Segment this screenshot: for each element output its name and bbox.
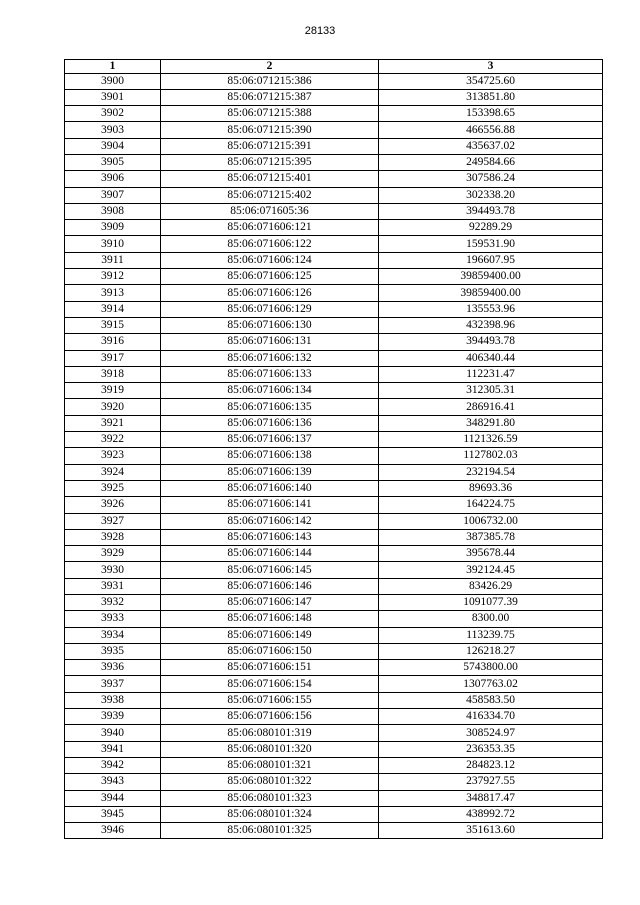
cadastral-value-cell: 5743800.00 xyxy=(379,660,603,676)
cadastral-number-cell: 85:06:071215:395 xyxy=(161,154,379,170)
row-number-cell: 3913 xyxy=(65,285,161,301)
table-row xyxy=(65,236,603,252)
cadastral-value-cell: 308524.97 xyxy=(379,725,603,741)
row-number-cell: 3914 xyxy=(65,301,161,317)
row-number-cell: 3938 xyxy=(65,692,161,708)
cadastral-value-cell: 126218.27 xyxy=(379,643,603,659)
cadastral-value-cell: 1006732.00 xyxy=(379,513,603,529)
page-number: 28133 xyxy=(304,25,336,37)
cadastral-number-cell: 85:06:071606:150 xyxy=(161,643,379,659)
row-number-cell: 3901 xyxy=(65,89,161,105)
table-row xyxy=(65,317,603,333)
table-row xyxy=(65,171,603,187)
row-number-cell: 3927 xyxy=(65,513,161,529)
cadastral-value-cell: 351613.60 xyxy=(379,823,603,839)
cadastral-value-cell: 1307763.02 xyxy=(379,676,603,692)
table-row xyxy=(65,529,603,545)
row-number-cell: 3907 xyxy=(65,187,161,203)
row-number-cell: 3921 xyxy=(65,415,161,431)
table-row xyxy=(65,823,603,839)
cadastral-number-cell: 85:06:071606:156 xyxy=(161,709,379,725)
table-row xyxy=(65,203,603,219)
cadastral-value-cell: 438992.72 xyxy=(379,806,603,822)
cadastral-number-cell: 85:06:071606:151 xyxy=(161,660,379,676)
cadastral-value-cell: 458583.50 xyxy=(379,692,603,708)
row-number-cell: 3941 xyxy=(65,741,161,757)
cadastral-number-cell: 85:06:071606:124 xyxy=(161,252,379,268)
table-row xyxy=(65,301,603,317)
table-row xyxy=(65,562,603,578)
column-header-number: 1 xyxy=(65,60,161,74)
row-number-cell: 3919 xyxy=(65,383,161,399)
row-number-cell: 3931 xyxy=(65,578,161,594)
cadastral-number-cell: 85:06:071215:391 xyxy=(161,138,379,154)
cadastral-value-cell: 135553.96 xyxy=(379,301,603,317)
cadastral-number-cell: 85:06:071606:121 xyxy=(161,220,379,236)
cadastral-number-cell: 85:06:071606:154 xyxy=(161,676,379,692)
cadastral-value-cell: 83426.29 xyxy=(379,578,603,594)
cadastral-number-cell: 85:06:071606:125 xyxy=(161,269,379,285)
table-row xyxy=(65,595,603,611)
cadastral-value-cell: 236353.35 xyxy=(379,741,603,757)
cadastral-value-cell: 348291.80 xyxy=(379,415,603,431)
table-row xyxy=(65,546,603,562)
cadastral-number-cell: 85:06:071606:139 xyxy=(161,464,379,480)
table-row xyxy=(65,106,603,122)
cadastral-number-cell: 85:06:071606:137 xyxy=(161,432,379,448)
cadastral-value-cell: 1127802.03 xyxy=(379,448,603,464)
table-row xyxy=(65,709,603,725)
cadastral-number-cell: 85:06:071606:155 xyxy=(161,692,379,708)
table-row xyxy=(65,415,603,431)
cadastral-value-cell: 302338.20 xyxy=(379,187,603,203)
row-number-cell: 3946 xyxy=(65,823,161,839)
cadastral-number-cell: 85:06:071606:132 xyxy=(161,350,379,366)
cadastral-number-cell: 85:06:071606:145 xyxy=(161,562,379,578)
table-row xyxy=(65,578,603,594)
cadastral-value-cell: 159531.90 xyxy=(379,236,603,252)
row-number-cell: 3945 xyxy=(65,806,161,822)
cadastral-number-cell: 85:06:071606:130 xyxy=(161,317,379,333)
table-row xyxy=(65,480,603,496)
cadastral-value-cell: 89693.36 xyxy=(379,480,603,496)
table-row xyxy=(65,73,603,89)
table-row xyxy=(65,774,603,790)
cadastral-value-cell: 249584.66 xyxy=(379,154,603,170)
table-body xyxy=(65,73,603,839)
cadastral-value-cell: 394493.78 xyxy=(379,203,603,219)
row-number-cell: 3900 xyxy=(65,73,161,89)
cadastral-value-cell: 164224.75 xyxy=(379,497,603,513)
cadastral-number-cell: 85:06:080101:323 xyxy=(161,790,379,806)
row-number-cell: 3925 xyxy=(65,480,161,496)
cadastral-value-cell: 416334.70 xyxy=(379,709,603,725)
cadastral-value-cell: 392124.45 xyxy=(379,562,603,578)
row-number-cell: 3930 xyxy=(65,562,161,578)
cadastral-number-cell: 85:06:071606:126 xyxy=(161,285,379,301)
table-row xyxy=(65,741,603,757)
cadastral-value-cell: 39859400.00 xyxy=(379,285,603,301)
row-number-cell: 3908 xyxy=(65,203,161,219)
cadastral-value-cell: 196607.95 xyxy=(379,252,603,268)
column-header-value: 3 xyxy=(379,60,603,74)
cadastral-value-cell: 307586.24 xyxy=(379,171,603,187)
row-number-cell: 3944 xyxy=(65,790,161,806)
row-number-cell: 3916 xyxy=(65,334,161,350)
cadastral-value-cell: 113239.75 xyxy=(379,627,603,643)
table-row xyxy=(65,432,603,448)
cadastral-number-cell: 85:06:071605:36 xyxy=(161,203,379,219)
cadastral-value-cell: 112231.47 xyxy=(379,366,603,382)
cadastral-number-cell: 85:06:080101:324 xyxy=(161,806,379,822)
table-row xyxy=(65,725,603,741)
cadastral-number-cell: 85:06:071606:142 xyxy=(161,513,379,529)
cadastral-value-cell: 286916.41 xyxy=(379,399,603,415)
cadastral-value-cell: 39859400.00 xyxy=(379,269,603,285)
cadastral-number-cell: 85:06:071215:390 xyxy=(161,122,379,138)
cadastral-number-cell: 85:06:071606:140 xyxy=(161,480,379,496)
row-number-cell: 3924 xyxy=(65,464,161,480)
row-number-cell: 3929 xyxy=(65,546,161,562)
table-row xyxy=(65,676,603,692)
cadastral-value-cell: 312305.31 xyxy=(379,383,603,399)
row-number-cell: 3903 xyxy=(65,122,161,138)
table-row xyxy=(65,383,603,399)
table-row xyxy=(65,627,603,643)
table-row xyxy=(65,513,603,529)
row-number-cell: 3910 xyxy=(65,236,161,252)
cadastral-value-cell: 432398.96 xyxy=(379,317,603,333)
cadastral-value-table xyxy=(64,59,603,839)
table-row xyxy=(65,660,603,676)
table-row xyxy=(65,269,603,285)
cadastral-value-cell: 1121326.59 xyxy=(379,432,603,448)
table-row xyxy=(65,138,603,154)
row-number-cell: 3918 xyxy=(65,366,161,382)
row-number-cell: 3934 xyxy=(65,627,161,643)
cadastral-number-cell: 85:06:071215:386 xyxy=(161,73,379,89)
cadastral-number-cell: 85:06:080101:321 xyxy=(161,757,379,773)
row-number-cell: 3937 xyxy=(65,676,161,692)
cadastral-value-cell: 232194.54 xyxy=(379,464,603,480)
cadastral-number-cell: 85:06:071606:122 xyxy=(161,236,379,252)
cadastral-number-cell: 85:06:071606:131 xyxy=(161,334,379,350)
cadastral-number-cell: 85:06:071606:134 xyxy=(161,383,379,399)
table-row xyxy=(65,611,603,627)
row-number-cell: 3904 xyxy=(65,138,161,154)
table-row xyxy=(65,154,603,170)
cadastral-value-cell: 395678.44 xyxy=(379,546,603,562)
table-row xyxy=(65,187,603,203)
row-number-cell: 3920 xyxy=(65,399,161,415)
cadastral-value-cell: 92289.29 xyxy=(379,220,603,236)
table-row xyxy=(65,464,603,480)
cadastral-value-cell: 284823.12 xyxy=(379,757,603,773)
table-row xyxy=(65,350,603,366)
cadastral-number-cell: 85:06:071606:149 xyxy=(161,627,379,643)
row-number-cell: 3917 xyxy=(65,350,161,366)
cadastral-number-cell: 85:06:080101:325 xyxy=(161,823,379,839)
table-row xyxy=(65,285,603,301)
cadastral-value-cell: 387385.78 xyxy=(379,529,603,545)
table-row xyxy=(65,89,603,105)
cadastral-value-cell: 354725.60 xyxy=(379,73,603,89)
row-number-cell: 3939 xyxy=(65,709,161,725)
cadastral-number-cell: 85:06:071606:133 xyxy=(161,366,379,382)
table-row xyxy=(65,643,603,659)
cadastral-value-cell: 348817.47 xyxy=(379,790,603,806)
table-row xyxy=(65,366,603,382)
cadastral-value-cell: 237927.55 xyxy=(379,774,603,790)
table-row xyxy=(65,399,603,415)
row-number-cell: 3943 xyxy=(65,774,161,790)
table-row xyxy=(65,790,603,806)
cadastral-value-cell: 406340.44 xyxy=(379,350,603,366)
header-row xyxy=(65,60,603,74)
row-number-cell: 3940 xyxy=(65,725,161,741)
cadastral-value-cell: 1091077.39 xyxy=(379,595,603,611)
cadastral-number-cell: 85:06:071606:144 xyxy=(161,546,379,562)
cadastral-number-cell: 85:06:071606:129 xyxy=(161,301,379,317)
row-number-cell: 3912 xyxy=(65,269,161,285)
row-number-cell: 3911 xyxy=(65,252,161,268)
cadastral-number-cell: 85:06:080101:322 xyxy=(161,774,379,790)
cadastral-value-cell: 466556.88 xyxy=(379,122,603,138)
row-number-cell: 3928 xyxy=(65,529,161,545)
row-number-cell: 3926 xyxy=(65,497,161,513)
row-number-cell: 3922 xyxy=(65,432,161,448)
cadastral-value-cell: 8300.00 xyxy=(379,611,603,627)
row-number-cell: 3932 xyxy=(65,595,161,611)
table-header xyxy=(65,60,603,74)
cadastral-number-cell: 85:06:080101:320 xyxy=(161,741,379,757)
row-number-cell: 3933 xyxy=(65,611,161,627)
cadastral-number-cell: 85:06:071215:401 xyxy=(161,171,379,187)
table-row xyxy=(65,448,603,464)
cadastral-value-cell: 394493.78 xyxy=(379,334,603,350)
row-number-cell: 3923 xyxy=(65,448,161,464)
cadastral-value-cell: 313851.80 xyxy=(379,89,603,105)
row-number-cell: 3902 xyxy=(65,106,161,122)
cadastral-value-cell: 435637.02 xyxy=(379,138,603,154)
cadastral-number-cell: 85:06:071606:135 xyxy=(161,399,379,415)
table-row xyxy=(65,220,603,236)
row-number-cell: 3905 xyxy=(65,154,161,170)
table-row xyxy=(65,252,603,268)
cadastral-number-cell: 85:06:080101:319 xyxy=(161,725,379,741)
table-row xyxy=(65,497,603,513)
table-row xyxy=(65,806,603,822)
table-row xyxy=(65,122,603,138)
cadastral-number-cell: 85:06:071606:148 xyxy=(161,611,379,627)
cadastral-value-cell: 153398.65 xyxy=(379,106,603,122)
cadastral-number-cell: 85:06:071606:147 xyxy=(161,595,379,611)
row-number-cell: 3909 xyxy=(65,220,161,236)
table-row xyxy=(65,692,603,708)
row-number-cell: 3935 xyxy=(65,643,161,659)
row-number-cell: 3915 xyxy=(65,317,161,333)
row-number-cell: 3942 xyxy=(65,757,161,773)
row-number-cell: 3906 xyxy=(65,171,161,187)
cadastral-number-cell: 85:06:071215:402 xyxy=(161,187,379,203)
row-number-cell: 3936 xyxy=(65,660,161,676)
cadastral-number-cell: 85:06:071606:141 xyxy=(161,497,379,513)
cadastral-number-cell: 85:06:071215:387 xyxy=(161,89,379,105)
column-header-cadastral-number: 2 xyxy=(161,60,379,74)
cadastral-number-cell: 85:06:071606:138 xyxy=(161,448,379,464)
cadastral-number-cell: 85:06:071606:143 xyxy=(161,529,379,545)
cadastral-number-cell: 85:06:071606:146 xyxy=(161,578,379,594)
cadastral-number-cell: 85:06:071215:388 xyxy=(161,106,379,122)
cadastral-number-cell: 85:06:071606:136 xyxy=(161,415,379,431)
table-row xyxy=(65,334,603,350)
table-row xyxy=(65,757,603,773)
